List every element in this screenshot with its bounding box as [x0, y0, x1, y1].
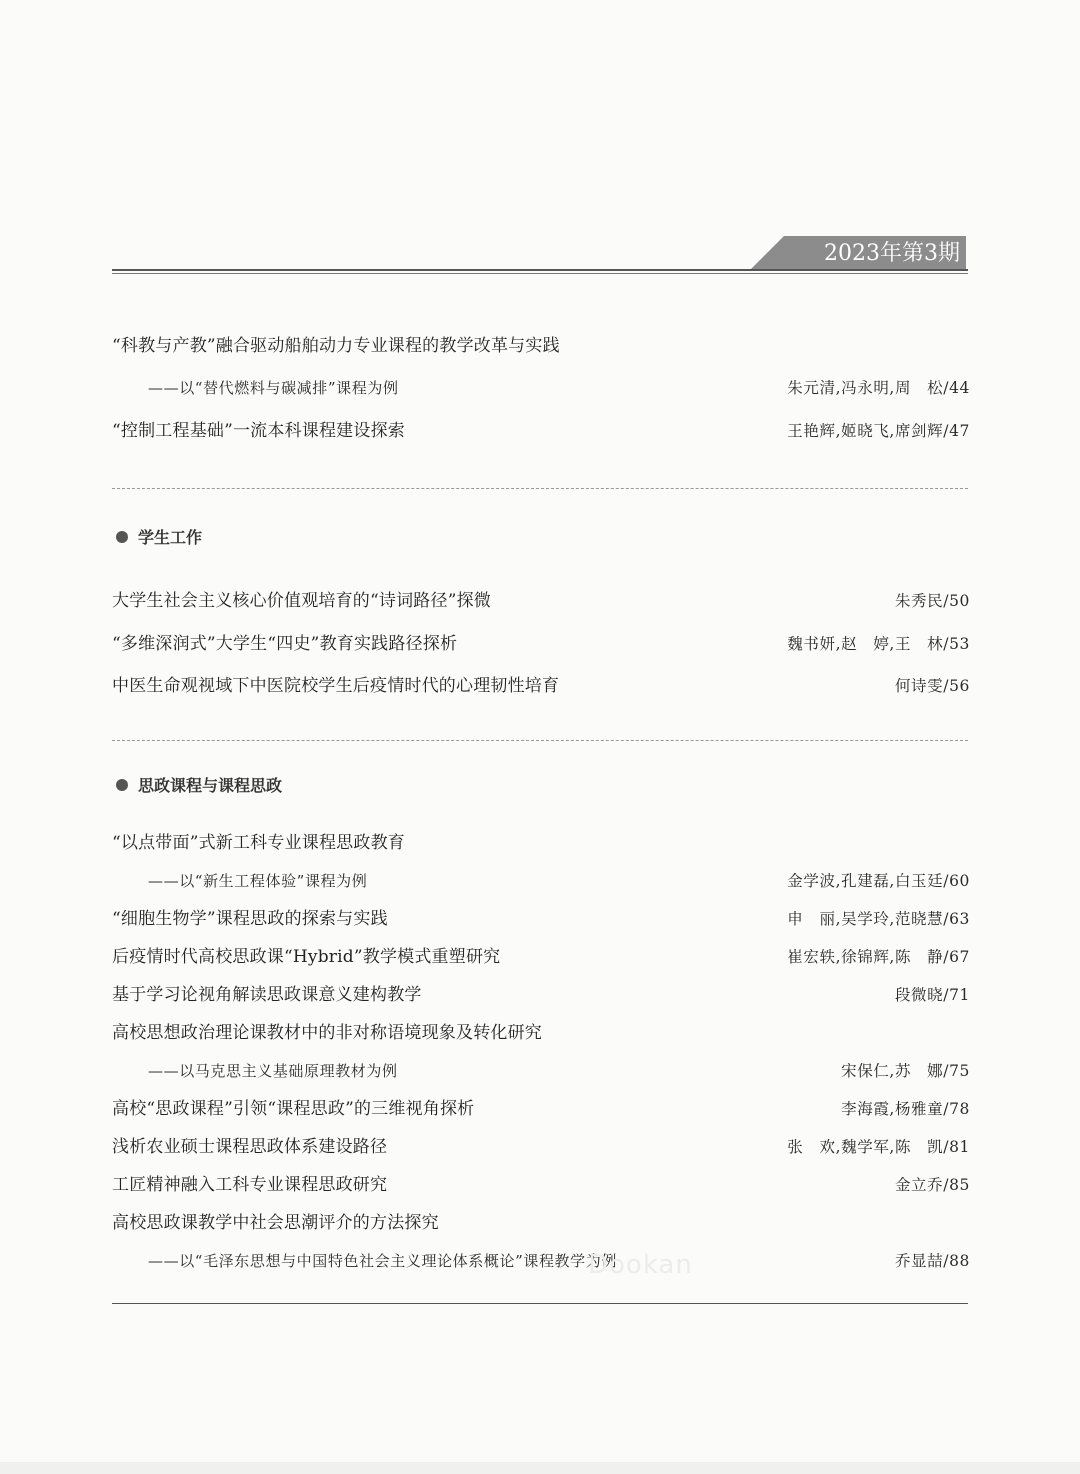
- entry-title: “细胞生物学”课程思政的探索与实践: [112, 909, 388, 929]
- bullet-icon: [116, 779, 128, 791]
- toc-entry[interactable]: [112, 1094, 970, 1124]
- footer-rule: [112, 1303, 968, 1304]
- entry-authors-page: 申 丽,吴学玲,范晓慧/63: [787, 910, 970, 928]
- entry-authors-page: 张 欢,魏学军,陈 凯/81: [787, 1138, 970, 1156]
- toc-entry[interactable]: [112, 1018, 970, 1048]
- header-rule: [112, 269, 968, 271]
- entry-title: 高校“思政课程”引领“课程思政”的三维视角探析: [112, 1099, 475, 1119]
- toc-entry[interactable]: [112, 942, 970, 972]
- entry-title: “以点带面”式新工科专业课程思政教育: [112, 833, 405, 853]
- toc-entry[interactable]: [112, 980, 970, 1010]
- toc-entry[interactable]: [112, 1246, 970, 1276]
- entry-title: 中医生命观视域下中医院校学生后疫情时代的心理韧性培育: [112, 676, 560, 696]
- toc-entry[interactable]: [112, 586, 970, 616]
- toc-entry[interactable]: [112, 1132, 970, 1162]
- entry-authors-page: 王艳辉,姬晓飞,席剑辉/47: [787, 422, 970, 440]
- section-label: 思政课程与课程思政: [138, 776, 283, 795]
- section-heading-ideology: [116, 772, 282, 800]
- toc-entry[interactable]: [112, 1208, 970, 1238]
- watermark: Dookan: [588, 1250, 693, 1280]
- page-edge: [0, 1462, 1080, 1474]
- toc-entry[interactable]: [112, 828, 970, 858]
- entry-authors-page: 朱元清,冯永明,周 松/44: [787, 379, 970, 397]
- toc-entry[interactable]: [112, 1170, 970, 1200]
- section-label: 学生工作: [138, 528, 203, 547]
- toc-entry[interactable]: [112, 1056, 970, 1086]
- entry-subtitle: ——以马克思主义基础原理教材为例: [148, 1062, 398, 1080]
- section-heading-student-work: [116, 524, 202, 552]
- entry-title: “科教与产教”融合驱动船舶动力专业课程的教学改革与实践: [112, 336, 560, 356]
- entry-title: 工匠精神融入工科专业课程思政研究: [112, 1175, 388, 1195]
- entry-subtitle: ——以“新生工程体验”课程为例: [148, 872, 368, 890]
- toc-entry[interactable]: [112, 671, 970, 701]
- issue-label: 2023年第3期: [824, 241, 960, 266]
- entry-title: 浅析农业硕士课程思政体系建设路径: [112, 1137, 388, 1157]
- entry-authors-page: 乔显喆/88: [894, 1252, 970, 1270]
- toc-entry[interactable]: [112, 904, 970, 934]
- toc-entry[interactable]: [112, 373, 970, 403]
- entry-authors-page: 李海霞,杨雅童/78: [841, 1100, 970, 1118]
- entry-authors-page: 崔宏轶,徐锦辉,陈 静/67: [787, 948, 970, 966]
- entry-title: 后疫情时代高校思政课“Hybrid”教学模式重塑研究: [112, 947, 501, 967]
- entry-authors-page: 段微晓/71: [894, 986, 970, 1004]
- entry-authors-page: 朱秀民/50: [894, 592, 970, 610]
- entry-authors-page: 金立乔/85: [894, 1176, 970, 1194]
- toc-entry[interactable]: [112, 416, 970, 446]
- entry-title: 基于学习论视角解读思政课意义建构教学: [112, 985, 422, 1005]
- toc-entry[interactable]: [112, 629, 970, 659]
- entry-subtitle: ——以“替代燃料与碳减排”课程为例: [148, 379, 399, 397]
- toc-entry[interactable]: [112, 331, 970, 361]
- header-rule-thin: [112, 273, 968, 274]
- entry-title: “控制工程基础”一流本科课程建设探索: [112, 421, 405, 441]
- section-divider: [112, 488, 968, 489]
- entry-authors-page: 金学波,孔建磊,白玉廷/60: [787, 872, 970, 890]
- entry-title: 大学生社会主义核心价值观培育的“诗词路径”探微: [112, 591, 491, 611]
- toc-entry[interactable]: [112, 866, 970, 896]
- entry-authors-page: 何诗雯/56: [894, 677, 970, 695]
- entry-title: 高校思政课教学中社会思潮评介的方法探究: [112, 1213, 439, 1233]
- entry-title: 高校思想政治理论课教材中的非对称语境现象及转化研究: [112, 1023, 542, 1043]
- entry-subtitle: ——以“毛泽东思想与中国特色社会主义理论体系概论”课程教学为例: [148, 1252, 617, 1270]
- bullet-icon: [116, 531, 128, 543]
- section-divider: [112, 740, 968, 741]
- entry-title: “多维深润式”大学生“四史”教育实践路径探析: [112, 634, 458, 654]
- entry-authors-page: 宋保仁,苏 娜/75: [841, 1062, 970, 1080]
- entry-authors-page: 魏书妍,赵 婷,王 林/53: [787, 635, 970, 653]
